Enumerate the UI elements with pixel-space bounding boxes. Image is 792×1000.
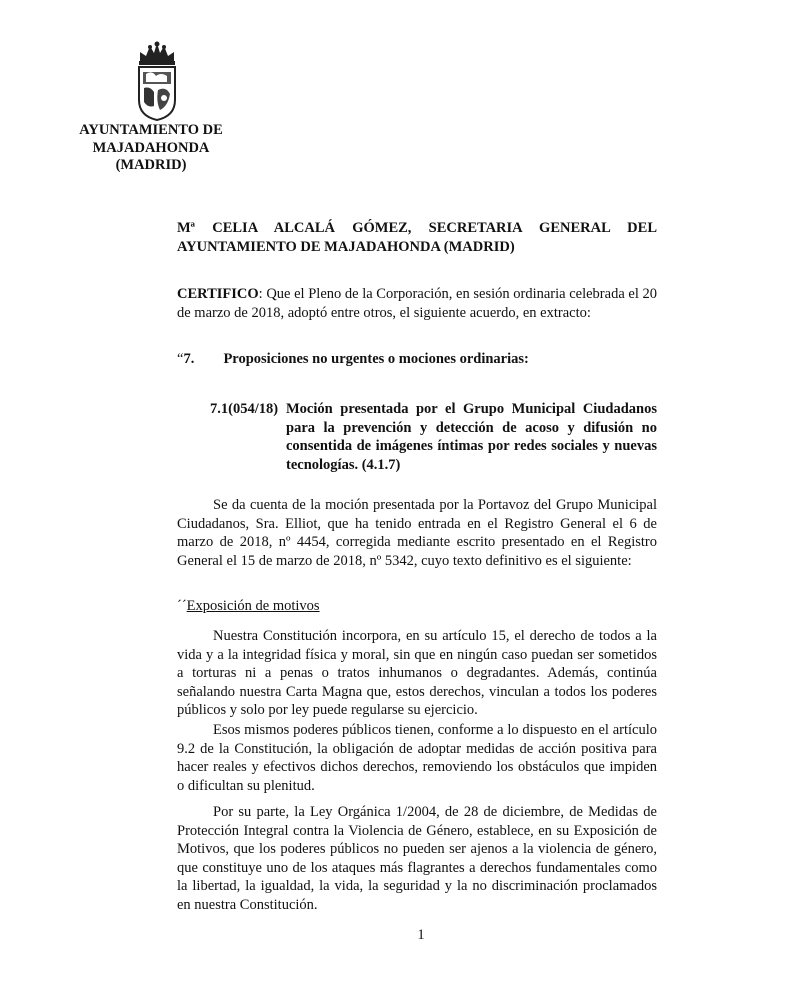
agenda-item-7	[177, 350, 657, 369]
body-paragraph-1: Nuestra Constitución incorpora, en su artículo 15, el derecho de todos a la vida y a la integridad física y moral, sin que en ningún caso puedan ser sometidos a torturas ni a penas o tratos inhumanos o degradantes. Además, continúa señalando nuestra Carta Magna que, estos derechos, vinculan a todos los poderes públicos y solo por ley puede regularse su ejercicio.	[177, 628, 657, 718]
body-paragraph-3: Por su parte, la Ley Orgánica 1/2004, de 28 de diciembre, de Medidas de Protección Integral contra la Violencia de Género, establece, en su Exposición de Motivos, que los poderes públicos no pueden ser ajenos a la violencia de género, que constituye uno de los ataques más flagrantes a derechos fundamentales como la libertad, la igualdad, la vida, la seguridad y la no discriminación proclamados en nuestra Constitución.	[177, 804, 657, 913]
section-quote: ´´	[177, 598, 187, 614]
item-heading: Proposiciones no urgentes o mociones ordinarias:	[223, 351, 529, 367]
section-heading-text: Exposición de motivos	[186, 598, 320, 614]
org-line-2: MAJADAHONDA	[92, 139, 210, 156]
org-line-3: (MADRID)	[115, 157, 187, 173]
item-code: 7.1(054/18)	[210, 401, 279, 417]
section-heading	[177, 597, 657, 616]
intro-paragraph: Se da cuenta de la moción presentada por la Portavoz del Grupo Municipal Ciudadanos, Sra. Elliot, que ha tenido entrada en el Registro General el 6 de marzo de 2018, nº 4454, corregida mediante escrito presentado en el Registro General el 15 de marzo de 2018, nº 5342, cuyo texto definitivo es el siguiente:	[177, 497, 657, 569]
body-paragraph-2: Esos mismos poderes públicos tienen, conforme a lo dispuesto en el artículo 9.2 de la Constitución, la obligación de adoptar medidas de acción positiva para hacer reales y efectivos dichos derechos, removiendo los obstáculos que impiden o dificultan su plenitud.	[177, 722, 657, 794]
opening-quote: “	[177, 351, 184, 367]
organization-header	[60, 122, 242, 175]
certifico-label: CERTIFICO	[177, 286, 259, 302]
certifico-text: : Que el Pleno de la Corporación, en sesión ordinaria celebrada el 20 de marzo de 2018, adoptó entre otros, el siguiente acuerdo, en extracto:	[177, 286, 657, 321]
page-number: 1	[417, 927, 425, 943]
item-number: 7.	[183, 351, 195, 367]
item-motion-title: Moción presentada por el Grupo Municipal Ciudadanos para la prevención y detección de acoso y difusión no consentida de imágenes íntimas por redes sociales y nuevas tecnologías. (4.1.7)	[286, 401, 657, 473]
document-title: Mª CELIA ALCALÁ GÓMEZ, SECRETARIA GENERAL DEL AYUNTAMIENTO DE MAJADAHONDA (MADRID)	[177, 220, 657, 255]
org-line-1: AYUNTAMIENTO DE	[79, 122, 223, 138]
agenda-item-7-1	[210, 400, 657, 474]
certifico-paragraph	[177, 285, 657, 322]
coat-of-arms-icon	[134, 40, 180, 122]
